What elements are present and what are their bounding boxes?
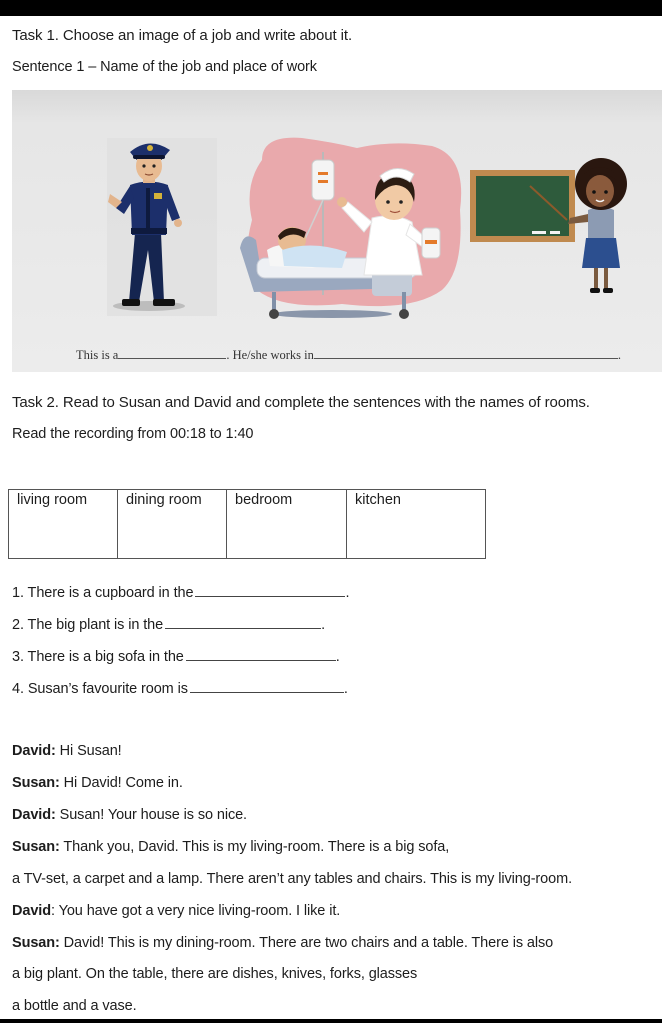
answer-blank[interactable] <box>165 627 321 629</box>
speaker-name: Susan: <box>12 775 60 791</box>
room-cell: dining room <box>118 490 227 559</box>
dialogue-text: Susan! Your house is so nice. <box>55 807 247 823</box>
dialogue-line <box>12 775 183 791</box>
rooms-row <box>9 490 486 559</box>
dialogue-line <box>12 998 137 1014</box>
picture-caption <box>76 348 621 363</box>
dialogue-text: a TV-set, a carpet and a lamp. There aren’t any tables and chairs. This is my living-room. <box>12 871 572 887</box>
dialogue-line <box>12 903 340 919</box>
teacher-illustration <box>470 158 627 293</box>
jobs-picture-panel <box>12 90 662 372</box>
sentence-end: . <box>335 649 340 665</box>
rooms-table <box>8 489 486 559</box>
instruction-prefix: Read the recording from <box>12 426 170 442</box>
workplace-blank[interactable] <box>314 357 618 359</box>
dialogue-text: : You have got a very nice living-room. I like it. <box>51 903 341 919</box>
time-start: 00:18 <box>170 426 206 442</box>
dialogue-line <box>12 966 417 982</box>
room-cell: bedroom <box>227 490 347 559</box>
sentence-item <box>12 649 340 665</box>
sentence-text: 4. Susan’s favourite room is <box>12 681 188 697</box>
dialogue-text: David! This is my dining-room. There are two chairs and a table. There is also <box>59 935 554 951</box>
task2-instruction <box>12 426 253 442</box>
dialogue-text: Hi David! Come in. <box>59 775 183 791</box>
sentence-end: . <box>343 681 348 697</box>
dialogue-text: a bottle and a vase. <box>12 998 137 1014</box>
room-cell: living room <box>9 490 118 559</box>
sentence-item <box>12 585 349 601</box>
task2-title: Task 2. Read to Susan and David and complete the sentences with the names of rooms. <box>12 394 590 411</box>
dialogue-line <box>12 839 449 855</box>
speaker-name: David: <box>12 743 56 759</box>
dialogue-text: Hi Susan! <box>55 743 122 759</box>
answer-blank[interactable] <box>186 659 336 661</box>
sentence-text: 2. The big plant is in the <box>12 617 164 633</box>
sentence-text: 1. There is a cupboard in the <box>12 585 194 601</box>
instruction-mid: to <box>205 426 226 442</box>
nurse-patient-illustration <box>240 138 461 319</box>
task1-title: Task 1. Choose an image of a job and write about it. <box>12 27 353 44</box>
caption-part1: This is a <box>76 348 119 362</box>
speaker-name: Susan: <box>12 839 60 855</box>
caption-end: . <box>617 348 621 362</box>
police-officer-illustration <box>107 138 217 316</box>
caption-part2: . He/she works in <box>226 348 314 362</box>
sentence-end: . <box>345 585 350 601</box>
dialogue-text: Thank you, David. This is my living-room. There is a big sofa, <box>59 839 450 855</box>
task1-subtitle: Sentence 1 – Name of the job and place of work <box>12 59 317 75</box>
top-border <box>0 0 662 16</box>
dialogue-text: a big plant. On the table, there are dishes, knives, forks, glasses <box>12 966 418 982</box>
sentence-end: . <box>321 617 326 633</box>
room-cell: kitchen <box>347 490 486 559</box>
dialogue-line <box>12 807 247 823</box>
dialogue-line <box>12 743 122 759</box>
sentence-item <box>12 681 348 697</box>
sentence-item <box>12 617 325 633</box>
sentence-text: 3. There is a big sofa in the <box>12 649 184 665</box>
bottom-border <box>0 1019 662 1023</box>
answer-blank[interactable] <box>190 691 344 693</box>
dialogue-line <box>12 871 572 887</box>
job-name-blank[interactable] <box>118 357 226 359</box>
dialogue-line <box>12 935 553 951</box>
time-end: 1:40 <box>225 426 254 442</box>
speaker-name: David: <box>12 807 56 823</box>
speaker-name: David <box>12 903 51 919</box>
speaker-name: Susan: <box>12 935 60 951</box>
answer-blank[interactable] <box>195 595 345 597</box>
